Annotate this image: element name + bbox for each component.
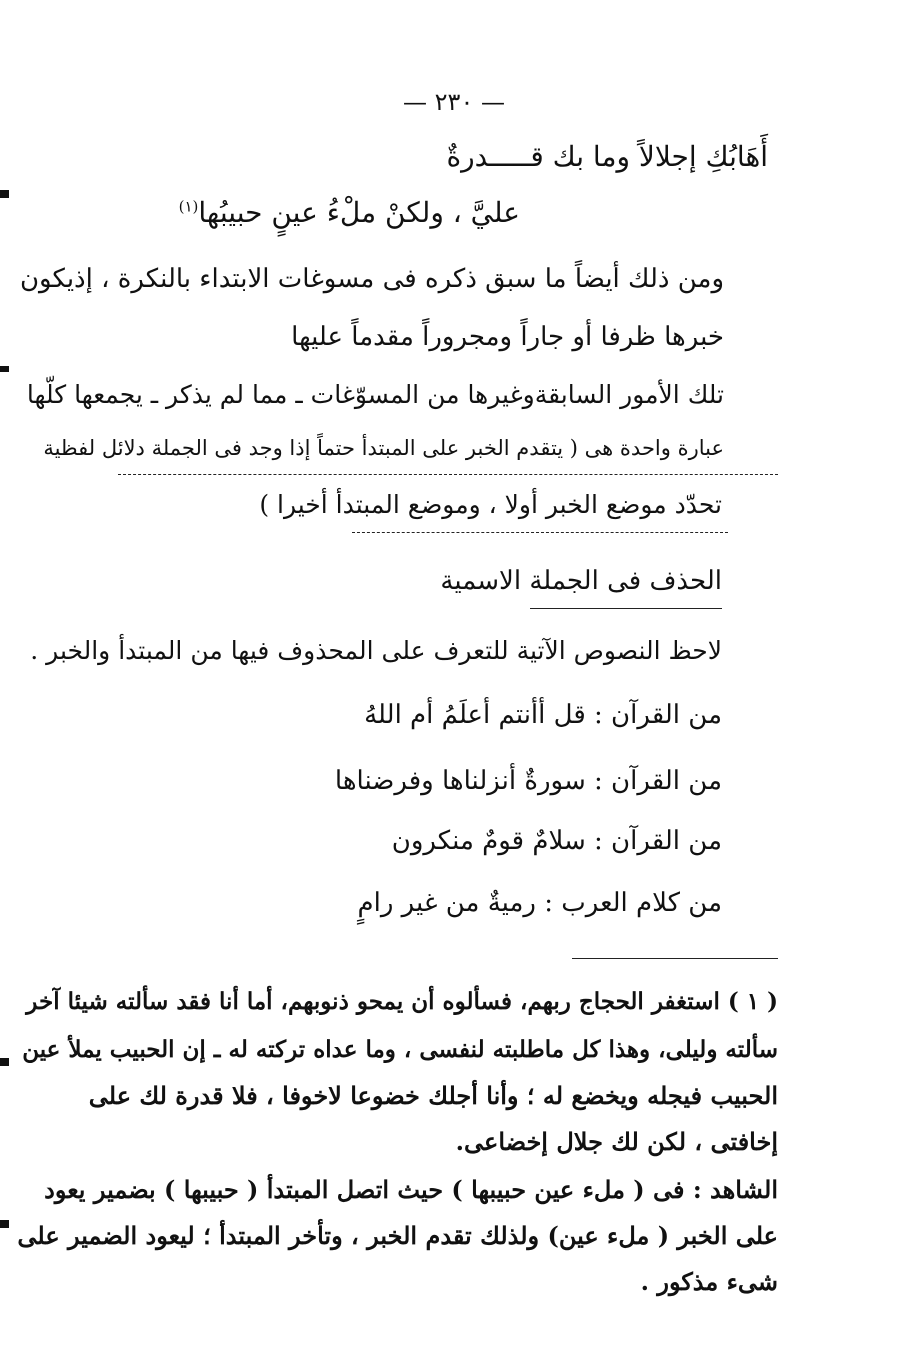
paragraph-2-line-1: تلك الأمور السابقةوغيرها من المسوّغات ـ مما لم يذكر ـ يجمعها كلّها — [26, 380, 724, 409]
witness-line-2: على الخبر ( ملء عين) ولذلك تقدم الخبر ، وتأخر المبتدأ ؛ ليعود الضمير على — [17, 1221, 778, 1250]
example-1: من القرآن : قل أأنتم أعلَمُ أم اللهُ — [364, 700, 722, 730]
verse-line-1: أَهَابُكِ إجلالاً وما بك قـــــدرةٌ — [446, 140, 768, 173]
footnote-separator — [572, 958, 778, 959]
witness-line-1: الشاهد : فى ( ملء عين حبيبها ) حيث اتصل المبتدأ ( حبيبها ) بضمير يعود — [44, 1175, 778, 1204]
underline-paragraph-2-line-3 — [352, 532, 728, 533]
margin-mark — [0, 366, 9, 372]
witness-line-3: شىء مذكور . — [640, 1267, 778, 1296]
footnote-line-3: الحبيب فيجله ويخضع له ؛ وأنا أجلك خضوعا لاخوفا ، فلا قدرة لك على — [88, 1081, 778, 1110]
example-3: من القرآن : سلامٌ قومٌ منكرون — [391, 826, 722, 856]
verse-line-2 — [179, 196, 520, 230]
margin-mark — [0, 1220, 9, 1228]
intro-sentence: لاحظ النصوص الآتية للتعرف على المحذوف فيها من المبتدأ والخبر . — [30, 636, 722, 665]
margin-mark — [0, 190, 9, 198]
footnote-line-1: ( ١ ) استغفر الحجاج ربهم، فسألوه أن يمحو ذنوبهم، أما أنا فقد سألته شيئا آخر — [26, 988, 778, 1015]
paragraph-1-line-1: ومن ذلك أيضاً ما سبق ذكره فى مسوغات الابتداء بالنكرة ، إذيكون — [19, 264, 724, 294]
paragraph-2-line-2: عبارة واحدة هى ( يتقدم الخبر على المبتدأ حتماً إذا وجد فى الجملة دلائل لفظية — [43, 436, 724, 460]
margin-mark — [0, 1058, 9, 1066]
section-title-underline — [530, 608, 722, 609]
page-number: — ٢٣٠ — — [403, 88, 505, 116]
underline-paragraph-2-line-2 — [118, 474, 778, 475]
example-4: من كلام العرب : رميةٌ من غير رامٍ — [357, 888, 722, 918]
example-2: من القرآن : سورةٌ أنزلناها وفرضناها — [334, 766, 722, 796]
paragraph-2-line-3: تحدّد موضع الخبر أولا ، وموضع المبتدأ أخيرا ) — [259, 490, 722, 519]
footnote-reference: (١) — [178, 197, 199, 216]
footnote-line-2: سألته وليلى، وهذا كل ماطلبته لنفسى ، وما عداه تركته له ـ إن الحبيب يملأ عين — [22, 1036, 778, 1063]
section-title: الحذف فى الجملة الاسمية — [440, 566, 722, 596]
footnote-line-4: إخافتى ، لكن لك جلال إخضاعى. — [455, 1127, 778, 1156]
paragraph-1-line-2: خبرها ظرفا أو جاراً ومجروراً مقدماً عليها — [291, 322, 724, 352]
verse-line-2-text: عليَّ ، ولكنْ ملْءُ عينٍ حبيبُها — [198, 196, 520, 229]
